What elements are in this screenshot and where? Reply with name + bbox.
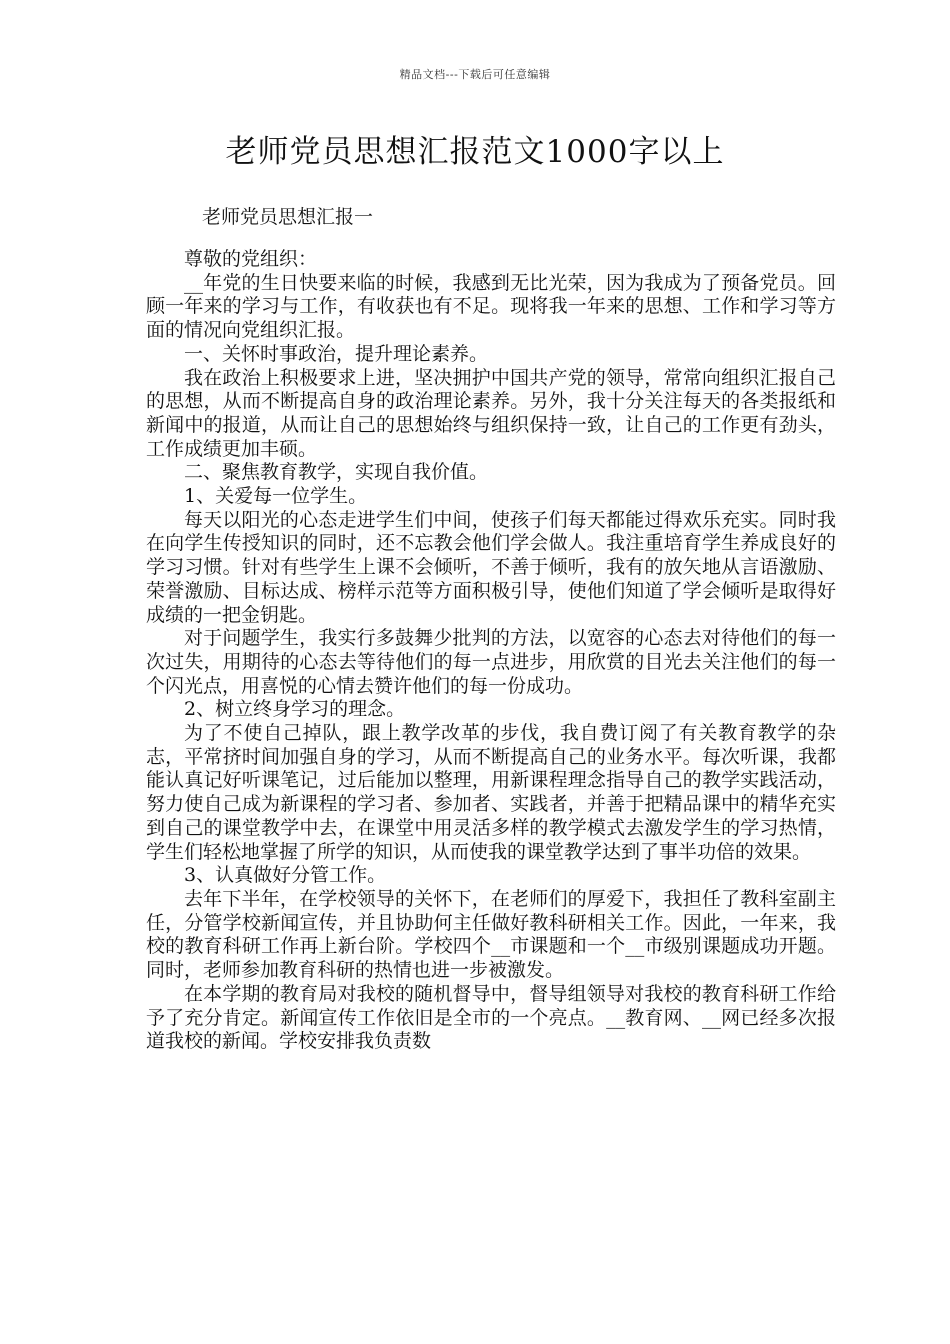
section-heading: 二、聚焦教育教学，实现自我价值。 xyxy=(184,461,489,484)
salutation: 尊敬的党组织： xyxy=(184,248,318,270)
subsection-heading: 1、关爱每一位学生。 xyxy=(184,485,368,508)
subsection-heading: 3、认真做好分管工作。 xyxy=(184,864,387,887)
paragraph: 对于问题学生，我实行多鼓舞少批判的方法，以宽容的心态去对待他们的每一次过失，用期待的心态去等待他们的每一点进步，用欣赏的目光去关注他们的每一个闪光点，用喜悦的心情去赞许他们的每一份成功。 xyxy=(146,627,836,697)
header-note: 精品文档---下载后可任意编辑 xyxy=(399,68,551,81)
section-heading: 一、关怀时事政治，提升理论素养。 xyxy=(184,342,489,365)
paragraph: 在本学期的教育局对我校的随机督导中，督导组领导对我校的教育科研工作给予了充分肯定。新闻宣传工作依旧是全市的一个亮点。__教育网、__网已经多次报道我校的新闻。学校安排我负责数 xyxy=(146,982,836,1053)
paragraph: 我在政治上积极要求上进，坚决拥护中国共产党的领导，常常向组织汇报自己的思想，从而不断提高自身的政治理论素养。另外，我十分关注每天的各类报纸和新闻中的报道，从而让自己的思想始终与组织保持一致，让自己的工作更有劲头，工作成绩更加丰硕。 xyxy=(146,366,836,460)
paragraph: 为了不使自己掉队，跟上教学改革的步伐，我自费订阅了有关教育教学的杂志，平常挤时间加强自身的学习，从而不断提高自己的业务水平。每次听课，我都能认真记好听课笔记，过后能加以整理，用新课程理念指导自己的教学实践活动，努力使自己成为新课程的学习者、参加者、实践者，并善于把精品课中的精华充实到自己的课堂教学中去，在课堂中用灵活多样的教学模式去激发学生的学习热情，学生们轻松地掌握了所学的知识，从而使我的课堂教学达到了事半功倍的效果。 xyxy=(146,722,836,863)
paragraph: 去年下半年，在学校领导的关怀下，在老师们的厚爱下，我担任了教科室副主任，分管学校新闻宣传，并且协助何主任做好教科研相关工作。因此，一年来，我校的教育科研工作再上新台阶。学校四个__市课题和一个__市级别课题成功开题。同时，老师参加教育科研的热情也进一步被激发。 xyxy=(146,887,836,982)
document-body xyxy=(146,248,836,1054)
paragraph: __年党的生日快要来临的时候，我感到无比光荣，因为我成为了预备党员。回顾一年来的学习与工作，有收获也有不足。现将我一年来的思想、工作和学习等方面的情况向党组织汇报。 xyxy=(146,271,836,342)
paragraph: 每天以阳光的心态走进学生们中间，使孩子们每天都能过得欢乐充实。同时我在向学生传授知识的同时，还不忘教会他们学会做人。我注重培育学生养成良好的学习习惯。针对有些学生上课不会倾听，不善于倾听，我有的放矢地从言语激励、荣誉激励、目标达成、榜样示范等方面积极引导，使他们知道了学会倾听是取得好成绩的一把金钥匙。 xyxy=(146,508,836,626)
document-title: 老师党员思想汇报范文1000字以上 xyxy=(225,134,725,170)
document-subtitle: 老师党员思想汇报一 xyxy=(202,206,374,228)
subsection-heading: 2、树立终身学习的理念。 xyxy=(184,698,406,721)
